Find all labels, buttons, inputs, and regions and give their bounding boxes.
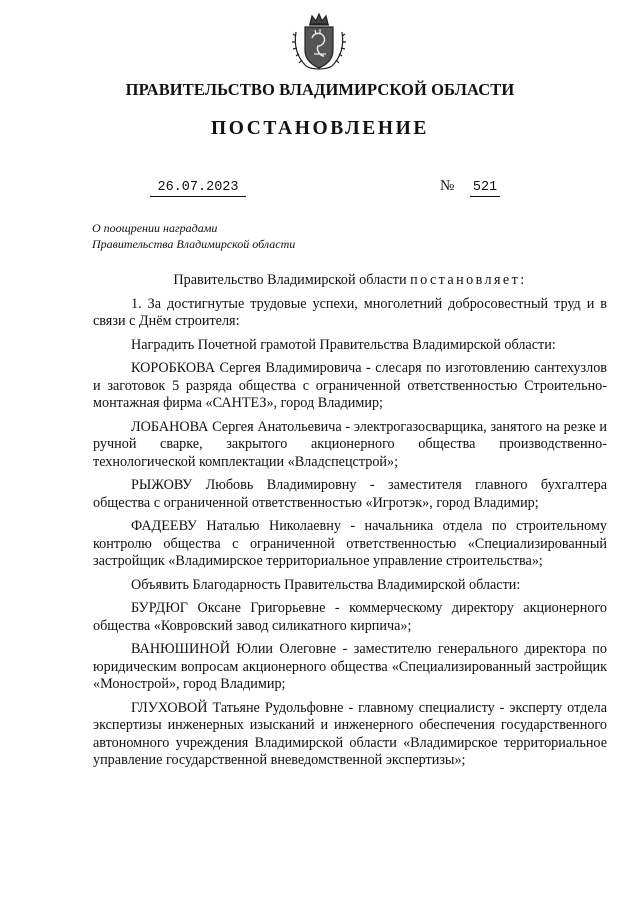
document-number: 521	[470, 180, 500, 197]
intro-prefix: Правительство Владимирской области	[173, 272, 407, 288]
award-1-heading: Наградить Почетной грамотой Правительства Владимирской области:	[131, 336, 556, 353]
award-1-recipient: ФАДЕЕВУ Наталью Николаевну - начальника отдела по строительному контролю общества с ограниченной ответственностью «Специализированный застройщик «Владимирское территориальное управление строительства»;	[93, 518, 607, 569]
subject-line-2: Правительства Владимирской области	[92, 237, 296, 251]
award-2-recipient: БУРДЮГ Оксане Григорьевне - коммерческому директору акционерного общества «Ковровский завод силикатного кирпича»;	[93, 600, 607, 634]
award-2-recipient: ВАНЮШИНОЙ Юлии Олеговне - заместителю генерального директора по юридическим вопросам акционерного общества «Специализированный застройщик «Монострой», город Владимир;	[93, 641, 607, 692]
document-type-title: ПОСТАНОВЛЕНИЕ	[210, 118, 430, 139]
document-body	[93, 272, 607, 776]
number-sign: №	[440, 178, 455, 194]
government-title: ПРАВИТЕЛЬСТВО ВЛАДИМИРСКОЙ ОБЛАСТИ	[125, 80, 515, 99]
item-1-paragraph: 1. За достигнутые трудовые успехи, многолетний добросовестный труд и в связи с Днём строителя:	[93, 295, 607, 329]
award-2-recipient: ГЛУХОВОЙ Татьяне Рудольфовне - главному специалисту - эксперту отдела экспертизы инженерных изысканий и инженерного обеспечения государственного автономного учреждения Владимирской области «Владимирское территориальное управление государственной вневедомственной экспертизы»;	[93, 699, 607, 768]
document-date: 26.07.2023	[150, 180, 246, 197]
intro-verb: постановляет:	[410, 272, 527, 288]
award-2-heading: Объявить Благодарность Правительства Владимирской области:	[131, 576, 521, 593]
award-1-recipient: ЛОБАНОВА Сергея Анатольевича - электрогазосварщика, занятого на резке и ручной сварке, закрытого акционерного общества производственно-технологической комплектации «Владспецстрой»;	[93, 418, 607, 470]
subject-line-1: О поощрении наградами	[92, 221, 218, 235]
intro-paragraph	[93, 272, 607, 290]
coat-of-arms-icon	[290, 10, 348, 72]
document-subject	[92, 220, 295, 252]
award-1-recipient: КОРОБКОВА Сергея Владимировича - слесаря по изготовлению сантехузлов и заготовок 5 разряда общества с ограниченной ответственностью Строительно-монтажная фирма «САНТЕЗ», город Владимир;	[93, 360, 607, 411]
award-1-recipient: РЫЖОВУ Любовь Владимировну - заместителя главного бухгалтера общества с ограниченной ответственностью «Игротэк», город Владимир;	[93, 477, 607, 511]
